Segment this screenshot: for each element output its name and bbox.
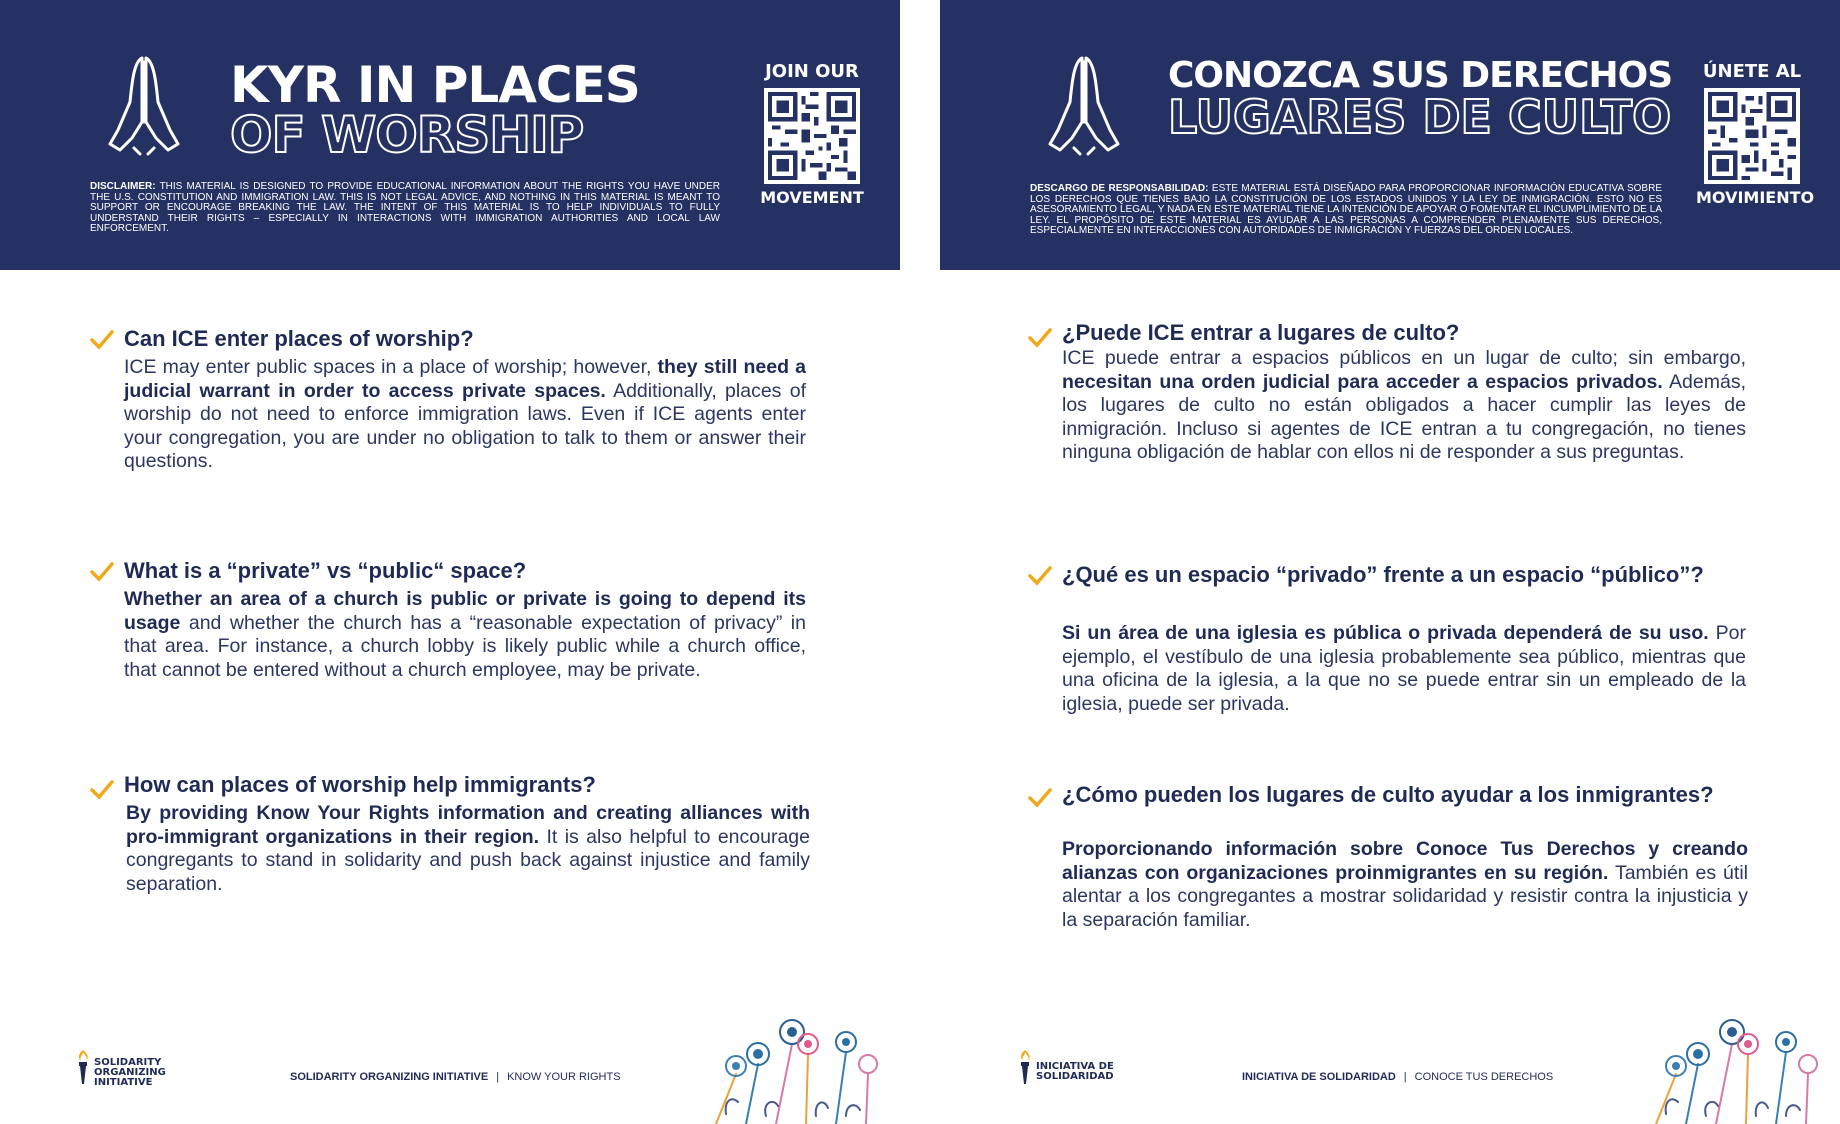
qr-caption-top: JOIN OUR <box>765 61 859 82</box>
qr-join-block[interactable] <box>1696 60 1815 210</box>
answer-text: Proporcionando información sobre Conoce Tus Derechos y creando alianzas con organizaciones proinmigrantes en su región. También es útil alentar a los congregantes a mostrar solidaridad y resistir contra la injusticia y la separación familiar. <box>1062 838 1748 931</box>
footer-tagline <box>290 1071 621 1083</box>
check-icon <box>1028 328 1052 348</box>
disclaimer <box>90 182 720 235</box>
title-line-2: LUGARES DE CULTO <box>1168 90 1672 144</box>
qr-join-block[interactable] <box>756 60 868 210</box>
qa-item-1 <box>1028 320 1788 490</box>
footer-org: INICIATIVA DE SOLIDARIDAD <box>1242 1071 1396 1083</box>
question-heading: How can places of worship help immigrants? <box>124 772 596 797</box>
question-heading: Can ICE enter places of worship? <box>124 326 474 351</box>
question-heading: ¿Puede ICE entrar a lugares de culto? <box>1062 320 1460 345</box>
check-icon <box>1028 788 1052 808</box>
qa-item-1 <box>90 326 820 476</box>
question-heading: What is a “private” vs “public“ space? <box>124 558 527 583</box>
logo-text: INICIATIVA DE SOLIDARIDAD <box>1036 1061 1114 1082</box>
logo-text: SOLIDARITY ORGANIZING INITIATIVE <box>94 1057 166 1088</box>
qr-code[interactable] <box>1704 88 1800 184</box>
footer-tagline <box>1242 1071 1553 1083</box>
disclaimer <box>1030 184 1662 237</box>
title-line-2: OF WORSHIP <box>230 106 584 164</box>
answer-text: ICE may enter public spaces in a place of worship; however, they still need a judicial warrant in order to access private spaces. Additionally, places of worship do not need to enforce immigration laws. Even if ICE agents enter your congregation, you are under no obligation to talk to them or answer their questions. <box>124 356 806 472</box>
qa-item-2 <box>1028 562 1788 722</box>
disclaimer-label: DESCARGO DE RESPONSABILIDAD: <box>1030 183 1209 194</box>
footer-tag: KNOW YOUR RIGHTS <box>507 1071 621 1083</box>
title-line-1: CONOZCA SUS DERECHOS <box>1168 55 1673 96</box>
qr-caption-top: ÚNETE AL <box>1702 61 1802 82</box>
spanish-flyer <box>940 0 1840 1124</box>
disclaimer-text: THIS MATERIAL IS DESIGNED TO PROVIDE EDUCATIONAL INFORMATION ABOUT THE RIGHTS YOU HAVE UNDER THE U.S. CONSTITUTION AND IMMIGRATION LAW. THIS IS NOT LEGAL ADVICE, AND NOTHING IN THIS MATERIAL IS MEANT TO SUPPORT OR ENCOURAGE BREAKING THE LAW. THE INTENT OF THIS MATERIAL IS TO HELP INDIVIDUALS TO FULLY UNDERSTAND THEIR RIGHTS – ESPECIALLY IN INTERACTIONS WITH IMMIGRATION AUTHORITIES AND LOCAL LAW ENFORCEMENT. <box>90 181 720 234</box>
flyer-header <box>0 0 900 270</box>
footer-org: SOLIDARITY ORGANIZING INITIATIVE <box>290 1071 489 1083</box>
answer-text: ICE puede entrar a espacios públicos en un lugar de culto; sin embargo, necesitan una orden judicial para acceder a espacios privados. Además, los lugares de culto no están obligados a hacer cumplir las leyes de inmigración. Incluso si agentes de ICE entran a tu congregación, no tienes ninguna obligación de hablar con ellos ni de responder a sus preguntas. <box>1062 347 1746 463</box>
footer-tag: CONOCE TUS DERECHOS <box>1414 1071 1554 1083</box>
flyer-header <box>940 0 1840 270</box>
check-icon <box>90 562 114 582</box>
praying-hands-icon <box>1044 52 1124 156</box>
title-line-1: KYR IN PLACES <box>230 56 640 114</box>
flyer-title <box>230 56 640 164</box>
check-icon <box>90 330 114 350</box>
torch-logo-icon <box>1016 1048 1034 1086</box>
check-icon <box>90 780 114 800</box>
answer-text: Si un área de una iglesia es pública o privada dependerá de su uso. Por ejemplo, el vestíbulo de una iglesia probablemente sea público, mientras que una oficina de la iglesia, a la que no se puede entrar sin un empleado de la iglesia, puede ser privada. <box>1062 622 1746 715</box>
disclaimer-label: DISCLAIMER: <box>90 181 156 192</box>
answer-text: By providing Know Your Rights information and creating alliances with pro-immigrant organizations in their region. It is also helpful to encourage congregants to stand in solidarity and push back against injustice and family separation. <box>126 802 810 895</box>
flowers-illustration <box>696 1004 886 1124</box>
qr-caption-bottom: MOVIMIENTO <box>1696 188 1815 207</box>
qa-item-2 <box>90 558 820 718</box>
question-heading: ¿Qué es un espacio “privado” frente a un espacio “público”? <box>1062 562 1704 587</box>
footer-separator: | <box>1403 1071 1407 1083</box>
org-logo <box>74 1048 194 1088</box>
torch-logo-icon <box>74 1048 92 1086</box>
flyer-title <box>1168 55 1673 144</box>
org-logo <box>1016 1048 1136 1088</box>
qr-code[interactable] <box>764 88 860 184</box>
answer-text: Whether an area of a church is public or private is going to depend its usage and whether the church has a “reasonable expectation of privacy” in that area. For instance, a church lobby is likely public while a church office, that cannot be entered without a church employee, may be private. <box>124 588 806 681</box>
footer-separator: | <box>496 1071 500 1083</box>
qa-item-3 <box>1028 782 1788 942</box>
question-heading: ¿Cómo pueden los lugares de culto ayudar a los inmigrantes? <box>1062 782 1714 807</box>
qr-caption-bottom: MOVEMENT <box>760 188 864 207</box>
disclaimer-text: ESTE MATERIAL ESTÁ DISEÑADO PARA PROPORCIONAR INFORMACIÓN EDUCATIVA SOBRE LOS DERECHOS QUE TIENES BAJO LA CONSTITUCIÓN DE LOS ESTADOS UNIDOS Y LA LEY DE INMIGRACIÓN. ESTO NO ES ASESORAMIENTO LEGAL, Y NADA EN ESTE MATERIAL TIENE LA INTENCIÓN DE APOYAR O FOMENTAR EL INCUMPLIMIENTO DE LA LEY. EL PROPÓSITO DE ESTE MATERIAL ES AYUDAR A LAS PERSONAS A COMPRENDER PLENAMENTE SUS DERECHOS, ESPECIALMENTE EN INTERACCIONES CON AUTORIDADES DE INMIGRACIÓN Y FUERZAS DEL ORDEN LOCALES. <box>1030 183 1662 236</box>
qa-item-3 <box>90 772 820 912</box>
praying-hands-icon <box>104 52 184 156</box>
english-flyer <box>0 0 900 1124</box>
flowers-illustration <box>1636 1004 1826 1124</box>
check-icon <box>1028 566 1052 586</box>
